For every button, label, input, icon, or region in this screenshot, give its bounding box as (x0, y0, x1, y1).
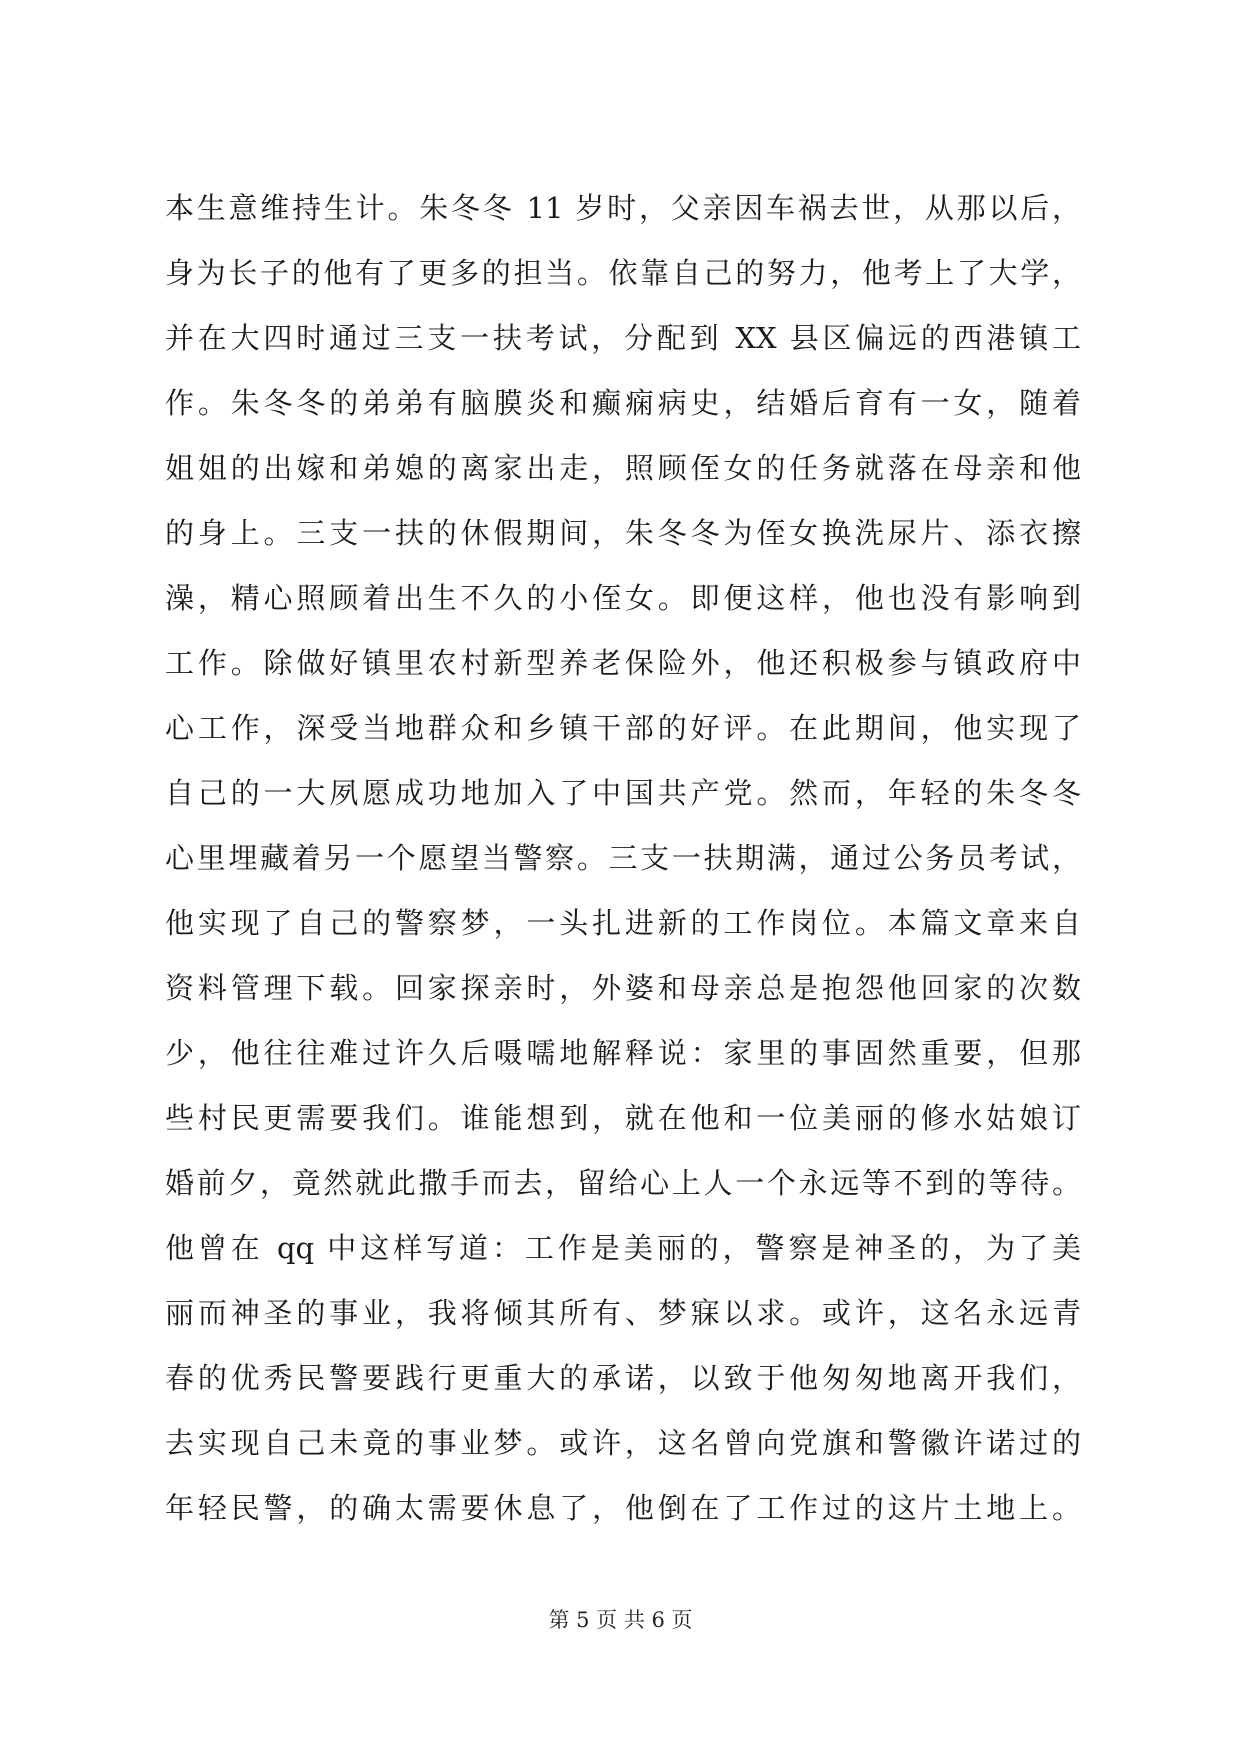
text-line: 资料管理下载。回家探亲时，外婆和母亲总是抱怨他回家的次数 (165, 971, 1081, 1005)
text-line: 春的优秀民警要践行更重大的承诺，以致于他匆匆地离开我们， (165, 1361, 1081, 1395)
text-line: 去实现自己未竟的事业梦。或许，这名曾向党旗和警徽许诺过的 (165, 1426, 1081, 1460)
text-line: 丽而神圣的事业，我将倾其所有、梦寐以求。或许，这名永远青 (165, 1296, 1081, 1330)
page-footer: 第 5 页 共 6 页 (548, 1608, 693, 1632)
text-line: 心里埋藏着另一个愿望当警察。三支一扶期满，通过公务员考试， (165, 841, 1081, 875)
text-line: 他曾在 qq 中这样写道：工作是美丽的，警察是神圣的，为了美 (165, 1231, 1081, 1265)
text-line: 些村民更需要我们。谁能想到，就在他和一位美丽的修水姑娘订 (165, 1101, 1081, 1135)
body-text (165, 176, 1081, 1541)
text-line: 身为长子的他有了更多的担当。依靠自己的努力，他考上了大学， (165, 256, 1081, 290)
text-line: 心工作，深受当地群众和乡镇干部的好评。在此期间，他实现了 (165, 711, 1081, 745)
text-line: 婚前夕，竟然就此撒手而去，留给心上人一个永远等不到的等待。 (165, 1166, 1081, 1200)
text-line: 本生意维持生计。朱冬冬 11 岁时，父亲因车祸去世，从那以后， (165, 191, 1081, 225)
text-line: 年轻民警，的确太需要休息了，他倒在了工作过的这片土地上。 (165, 1491, 1081, 1525)
text-line: 自己的一大夙愿成功地加入了中国共产党。然而，年轻的朱冬冬 (165, 776, 1081, 810)
text-line: 作。朱冬冬的弟弟有脑膜炎和癫痫病史，结婚后育有一女，随着 (165, 386, 1081, 420)
text-line: 澡，精心照顾着出生不久的小侄女。即便这样，他也没有影响到 (165, 581, 1081, 615)
text-line: 他实现了自己的警察梦，一头扎进新的工作岗位。本篇文章来自 (165, 906, 1081, 940)
text-line: 少，他往往难过许久后嗫嚅地解释说：家里的事固然重要，但那 (165, 1036, 1081, 1070)
text-line: 姐姐的出嫁和弟媳的离家出走，照顾侄女的任务就落在母亲和他 (165, 451, 1081, 485)
text-line: 并在大四时通过三支一扶考试，分配到 XX 县区偏远的西港镇工 (165, 321, 1081, 355)
text-line: 的身上。三支一扶的休假期间，朱冬冬为侄女换洗尿片、添衣擦 (165, 516, 1081, 550)
text-line: 工作。除做好镇里农村新型养老保险外，他还积极参与镇政府中 (165, 646, 1081, 680)
